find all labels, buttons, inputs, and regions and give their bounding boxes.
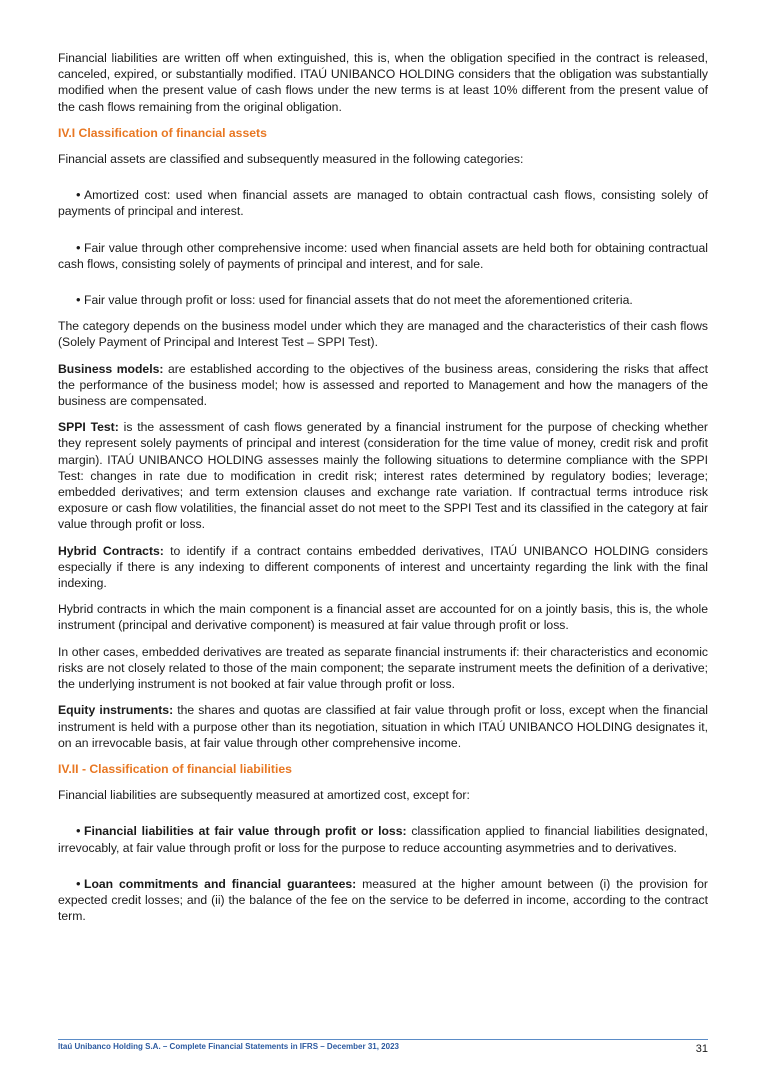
paragraph-equity-instruments: Equity instruments: the shares and quotas are classified at fair value through profit or loss, except when the financial instrument is held with a purpose other than its negotiation, situation in which ITAÚ UNIBANCO HOLDING designates it, on an irrevocable basis, at fair value through other comprehensive income.: [58, 703, 708, 750]
label-equity-instruments: Equity instruments:: [58, 703, 174, 718]
paragraph-hybrid-contracts: Hybrid Contracts: to identify if a contract contains embedded derivatives, ITAÚ UNIBANCO HOLDING considers especially if there is any indexing to different components of interest and uncertainty regarding the link with the final indexing.: [58, 543, 708, 591]
bullet-fvoci: [58, 240, 708, 272]
document-body: [58, 50, 708, 936]
bullet-text: Fair value through other comprehensive income: used when financial assets are held both for obtaining contractual cash flows, consisting solely of payments of principal and interest, and for sale.: [58, 240, 708, 271]
paragraph-hybrid-main-component: Hybrid contracts in which the main component is a financial asset are accounted for on a jointly basis, this is, the whole instrument (principal and derivative component) is measured at fair value through profit or loss.: [58, 602, 708, 633]
bullet-icon: •: [76, 239, 81, 255]
bullet-text: Fair value through profit or loss: used for financial assets that do not meet the aforementioned criteria.: [84, 293, 633, 308]
footer-text: Itaú Unibanco Holding S.A. – Complete Financial Statements in IFRS – December 31, 2023: [58, 1042, 399, 1051]
label-hybrid-contracts: Hybrid Contracts:: [58, 543, 164, 558]
paragraph-derecognition: Financial liabilities are written off when extinguished, this is, when the obligation specified in the contract is released, canceled, expired, or substantially modified. ITAÚ UNIBANCO HOLDING considers that the obligation was substantially modified when the present value of cash flows under the new terms is at least 10% different from the present value of the cash flows remaining from the original obligation.: [58, 51, 708, 114]
paragraph-sppi-test: SPPI Test: is the assessment of cash flows generated by a financial instrument for the purpose of checking whether they represent solely payments of principal and interest (consideration for the time value of money, credit risk and profit margin). ITAÚ UNIBANCO HOLDING assesses mainly the following situations to determine compliance with the SPPI Test: changes in rate due to modification in credit risk; interest rates determined by regulatory bodies; leverage; embedded derivatives; and term extension clauses and exchange rate variation. If contractual terms introduce risk exposure or cash flow volatilities, the financial asset do not meet to the SPPI Test and its classified in the category at fair value through profit or loss.: [58, 420, 708, 532]
bullet-icon: •: [76, 823, 81, 839]
section-heading-financial-assets: IV.I Classification of financial assets: [58, 125, 267, 140]
paragraph-other-cases: In other cases, embedded derivatives are treated as separate financial instruments if: their characteristics and economic risks are not closely related to those of the main component; the separate instrument meets the definition of a derivative; the underlying instrument is not booked at fair value through profit or loss.: [58, 644, 708, 692]
bullet-icon: •: [76, 292, 81, 308]
paragraph-categories-intro: Financial assets are classified and subsequently measured in the following categories:: [58, 152, 524, 167]
bullet-icon: •: [76, 875, 81, 891]
bullet-text: Amortized cost: used when financial assets are managed to obtain contractual cash flows, consisting solely of payments of principal and interest.: [58, 188, 708, 219]
bullet-fvtpl: [58, 292, 708, 308]
paragraph-business-models: Business models: are established according to the objectives of the business areas, considering the risks that affect the performance of the business model; how is assessed and reported to Management and how the managers of the business are compensated.: [58, 361, 708, 409]
bullet-amortized-cost: [58, 187, 708, 219]
bullet-loan-commitments: • Loan commitments and financial guarantees: measured at the higher amount between (i) the provision for expected credit losses; and (ii) the balance of the fee on the service to be deferred in income, according to the contract term.: [58, 875, 708, 924]
page-footer: [58, 1039, 708, 1055]
paragraph-category-depends: The category depends on the business model under which they are managed and the characteristics of their cash flows (Solely Payment of Principal and Interest Test – SPPI Test).: [58, 319, 708, 350]
bullet-icon: •: [76, 187, 81, 203]
label-sppi-test: SPPI Test:: [58, 420, 119, 435]
label-loan-commitments: Loan commitments and financial guarantees:: [84, 876, 357, 891]
section-heading-financial-liabilities: IV.II - Classification of financial liabilities: [58, 761, 292, 776]
paragraph-liabilities-intro: Financial liabilities are subsequently measured at amortized cost, except for:: [58, 788, 470, 803]
bullet-fvtpl-liabilities: • Financial liabilities at fair value through profit or loss: classification applied to financial liabilities designated, irrevocably, at fair value through profit or loss for the purpose to reduce accounting asymmetries and to derivatives.: [58, 823, 708, 855]
label-business-models: Business models:: [58, 361, 164, 376]
label-fvtpl-liabilities: Financial liabilities at fair value through profit or loss:: [84, 824, 407, 839]
page-number: 31: [695, 1043, 708, 1055]
